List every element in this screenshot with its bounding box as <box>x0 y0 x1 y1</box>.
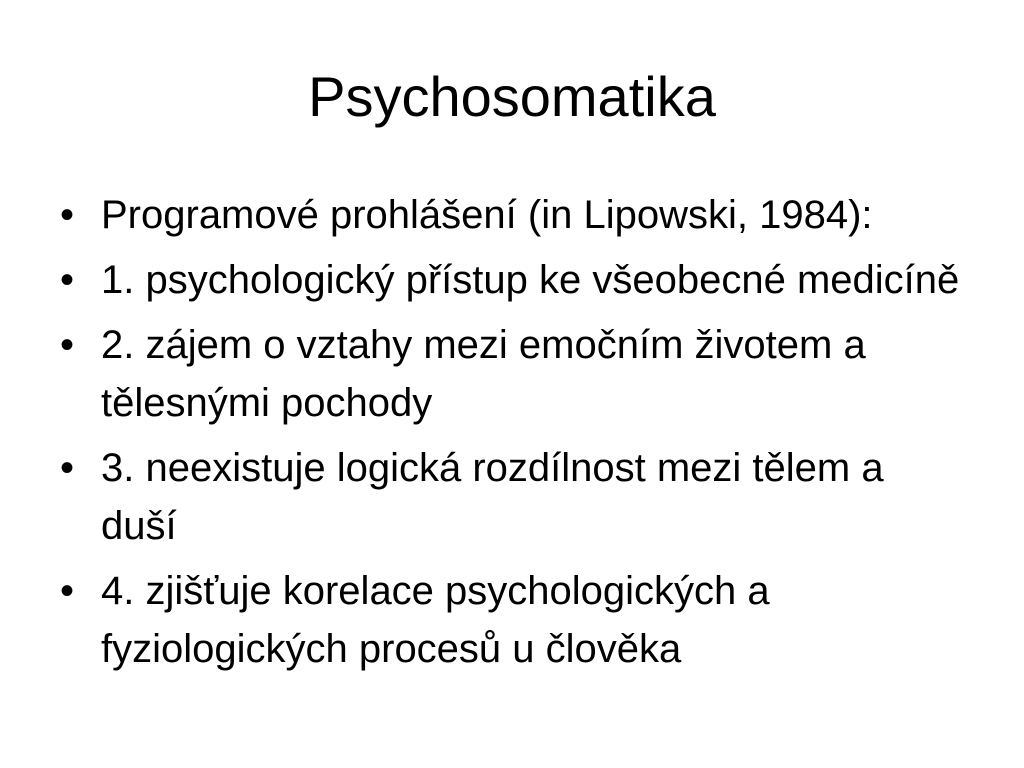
bullet-text: 4. zjišťuje korelace psychologických a fyziologických procesů u člověka <box>101 569 770 671</box>
bullet-list <box>60 186 960 685</box>
bullet-text: 2. zájem o vztahy mezi emočním životem a tělesnými pochody <box>101 323 866 425</box>
bullet-marker: • <box>60 258 75 302</box>
bullet-item-program-statement <box>60 186 960 244</box>
slide-title: Psychosomatika <box>308 65 716 128</box>
bullet-marker: • <box>60 446 75 490</box>
bullet-marker: • <box>60 323 75 367</box>
bullet-marker: • <box>60 193 75 237</box>
bullet-text: 1. psychologický přístup ke všeobecné medicíně <box>101 258 960 302</box>
bullet-text: Programové prohlášení (in Lipowski, 1984): <box>101 193 873 237</box>
bullet-text: 3. neexistuje logická rozdílnost mezi tělem a duší <box>101 446 884 548</box>
bullet-item-point-3 <box>60 439 960 555</box>
bullet-marker: • <box>60 569 75 613</box>
bullet-item-point-2 <box>60 316 960 432</box>
bullet-item-point-1 <box>60 251 960 309</box>
bullet-item-point-4 <box>60 562 960 678</box>
